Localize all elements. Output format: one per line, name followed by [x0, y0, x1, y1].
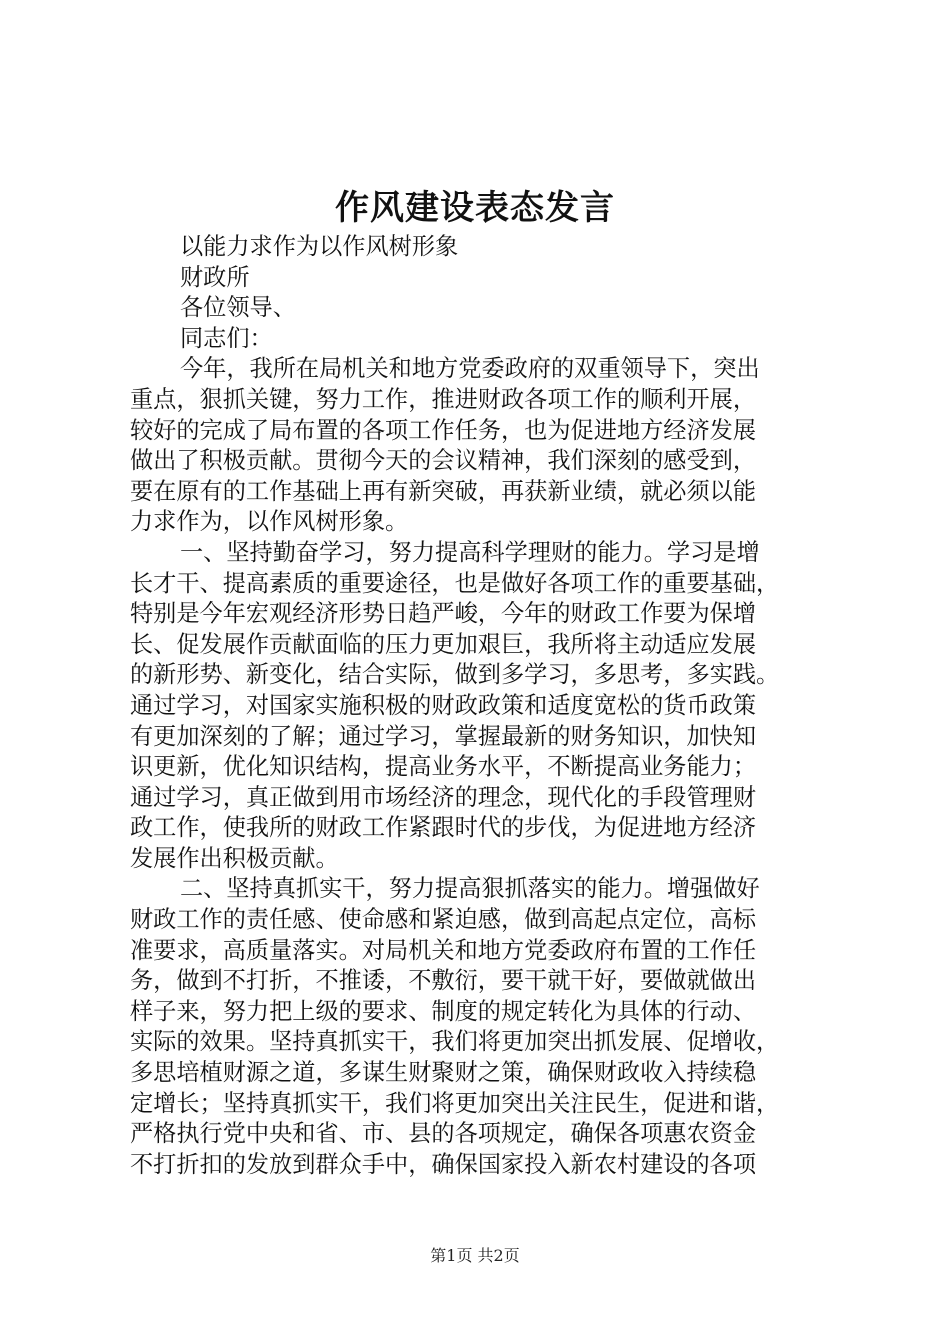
- text-line: 较好的完成了局布置的各项工作任务，也为促进地方经济发展: [130, 416, 757, 444]
- text-line: 有更加深刻的了解；通过学习，掌握最新的财务知识，加快知: [130, 722, 757, 750]
- text-line: 发展作出积极贡献。: [130, 844, 339, 872]
- text-line: 多思培植财源之道，多谋生财聚财之策，确保财政收入持续稳: [130, 1059, 757, 1087]
- text-line: 定增长；坚持真抓实干，我们将更加突出关注民生，促进和谐，: [130, 1089, 780, 1117]
- text-line: 实际的效果。坚持真抓实干，我们将更加突出抓发展、促增收，: [130, 1028, 780, 1056]
- text-line: 财政工作的责任感、使命感和紧迫感，做到高起点定位，高标: [130, 906, 757, 934]
- document-body: [130, 232, 826, 1180]
- text-line: 通过学习，对国家实施积极的财政政策和适度宽松的货币政策: [130, 691, 757, 719]
- text-line: 重点，狠抓关键，努力工作，推进财政各项工作的顺利开展，: [130, 385, 757, 413]
- text-line: 的新形势、新变化，结合实际，做到多学习，多思考，多实践。: [130, 661, 780, 689]
- text-line: 长才干、提高素质的重要途径，也是做好各项工作的重要基础，: [130, 569, 780, 597]
- text-line: 各位领导、: [180, 294, 296, 322]
- text-line: 长、促发展作贡献面临的压力更加艰巨，我所将主动适应发展: [130, 630, 757, 658]
- text-line: 准要求，高质量落实。对局机关和地方党委政府布置的工作任: [130, 936, 757, 964]
- text-line: 识更新，优化知识结构，提高业务水平，不断提高业务能力；: [130, 753, 757, 781]
- text-line: 财政所: [180, 263, 250, 291]
- page-footer: 第1页 共2页: [430, 1246, 520, 1265]
- text-line: 特别是今年宏观经济形势日趋严峻，今年的财政工作要为保增: [130, 600, 757, 628]
- text-line: 通过学习，真正做到用市场经济的理念，现代化的手段管理财: [130, 783, 757, 811]
- text-line: 二、坚持真抓实干，努力提高狠抓落实的能力。增强做好: [180, 875, 760, 903]
- text-line: 政工作，使我所的财政工作紧跟时代的步伐，为促进地方经济: [130, 814, 757, 842]
- text-line: 严格执行党中央和省、市、县的各项规定，确保各项惠农资金: [130, 1120, 757, 1148]
- text-line: 样子来，努力把上级的要求、制度的规定转化为具体的行动、: [130, 997, 757, 1025]
- text-line: 做出了积极贡献。贯彻今天的会议精神，我们深刻的感受到，: [130, 447, 757, 475]
- document-title: 作风建设表态发言: [335, 188, 615, 228]
- text-line: 今年，我所在局机关和地方党委政府的双重领导下，突出: [180, 355, 760, 383]
- text-line: 务，做到不打折，不推诿，不敷衍，要干就干好，要做就做出: [130, 967, 757, 995]
- text-line: 同志们：: [180, 324, 273, 352]
- text-line: 不打折扣的发放到群众手中，确保国家投入新农村建设的各项: [130, 1150, 757, 1178]
- text-line: 力求作为，以作风树形象。: [130, 508, 409, 536]
- text-line: 要在原有的工作基础上再有新突破，再获新业绩，就必须以能: [130, 477, 757, 505]
- text-line: 以能力求作为以作风树形象: [180, 233, 459, 260]
- text-line: 一、坚持勤奋学习，努力提高科学理财的能力。学习是增: [180, 538, 760, 566]
